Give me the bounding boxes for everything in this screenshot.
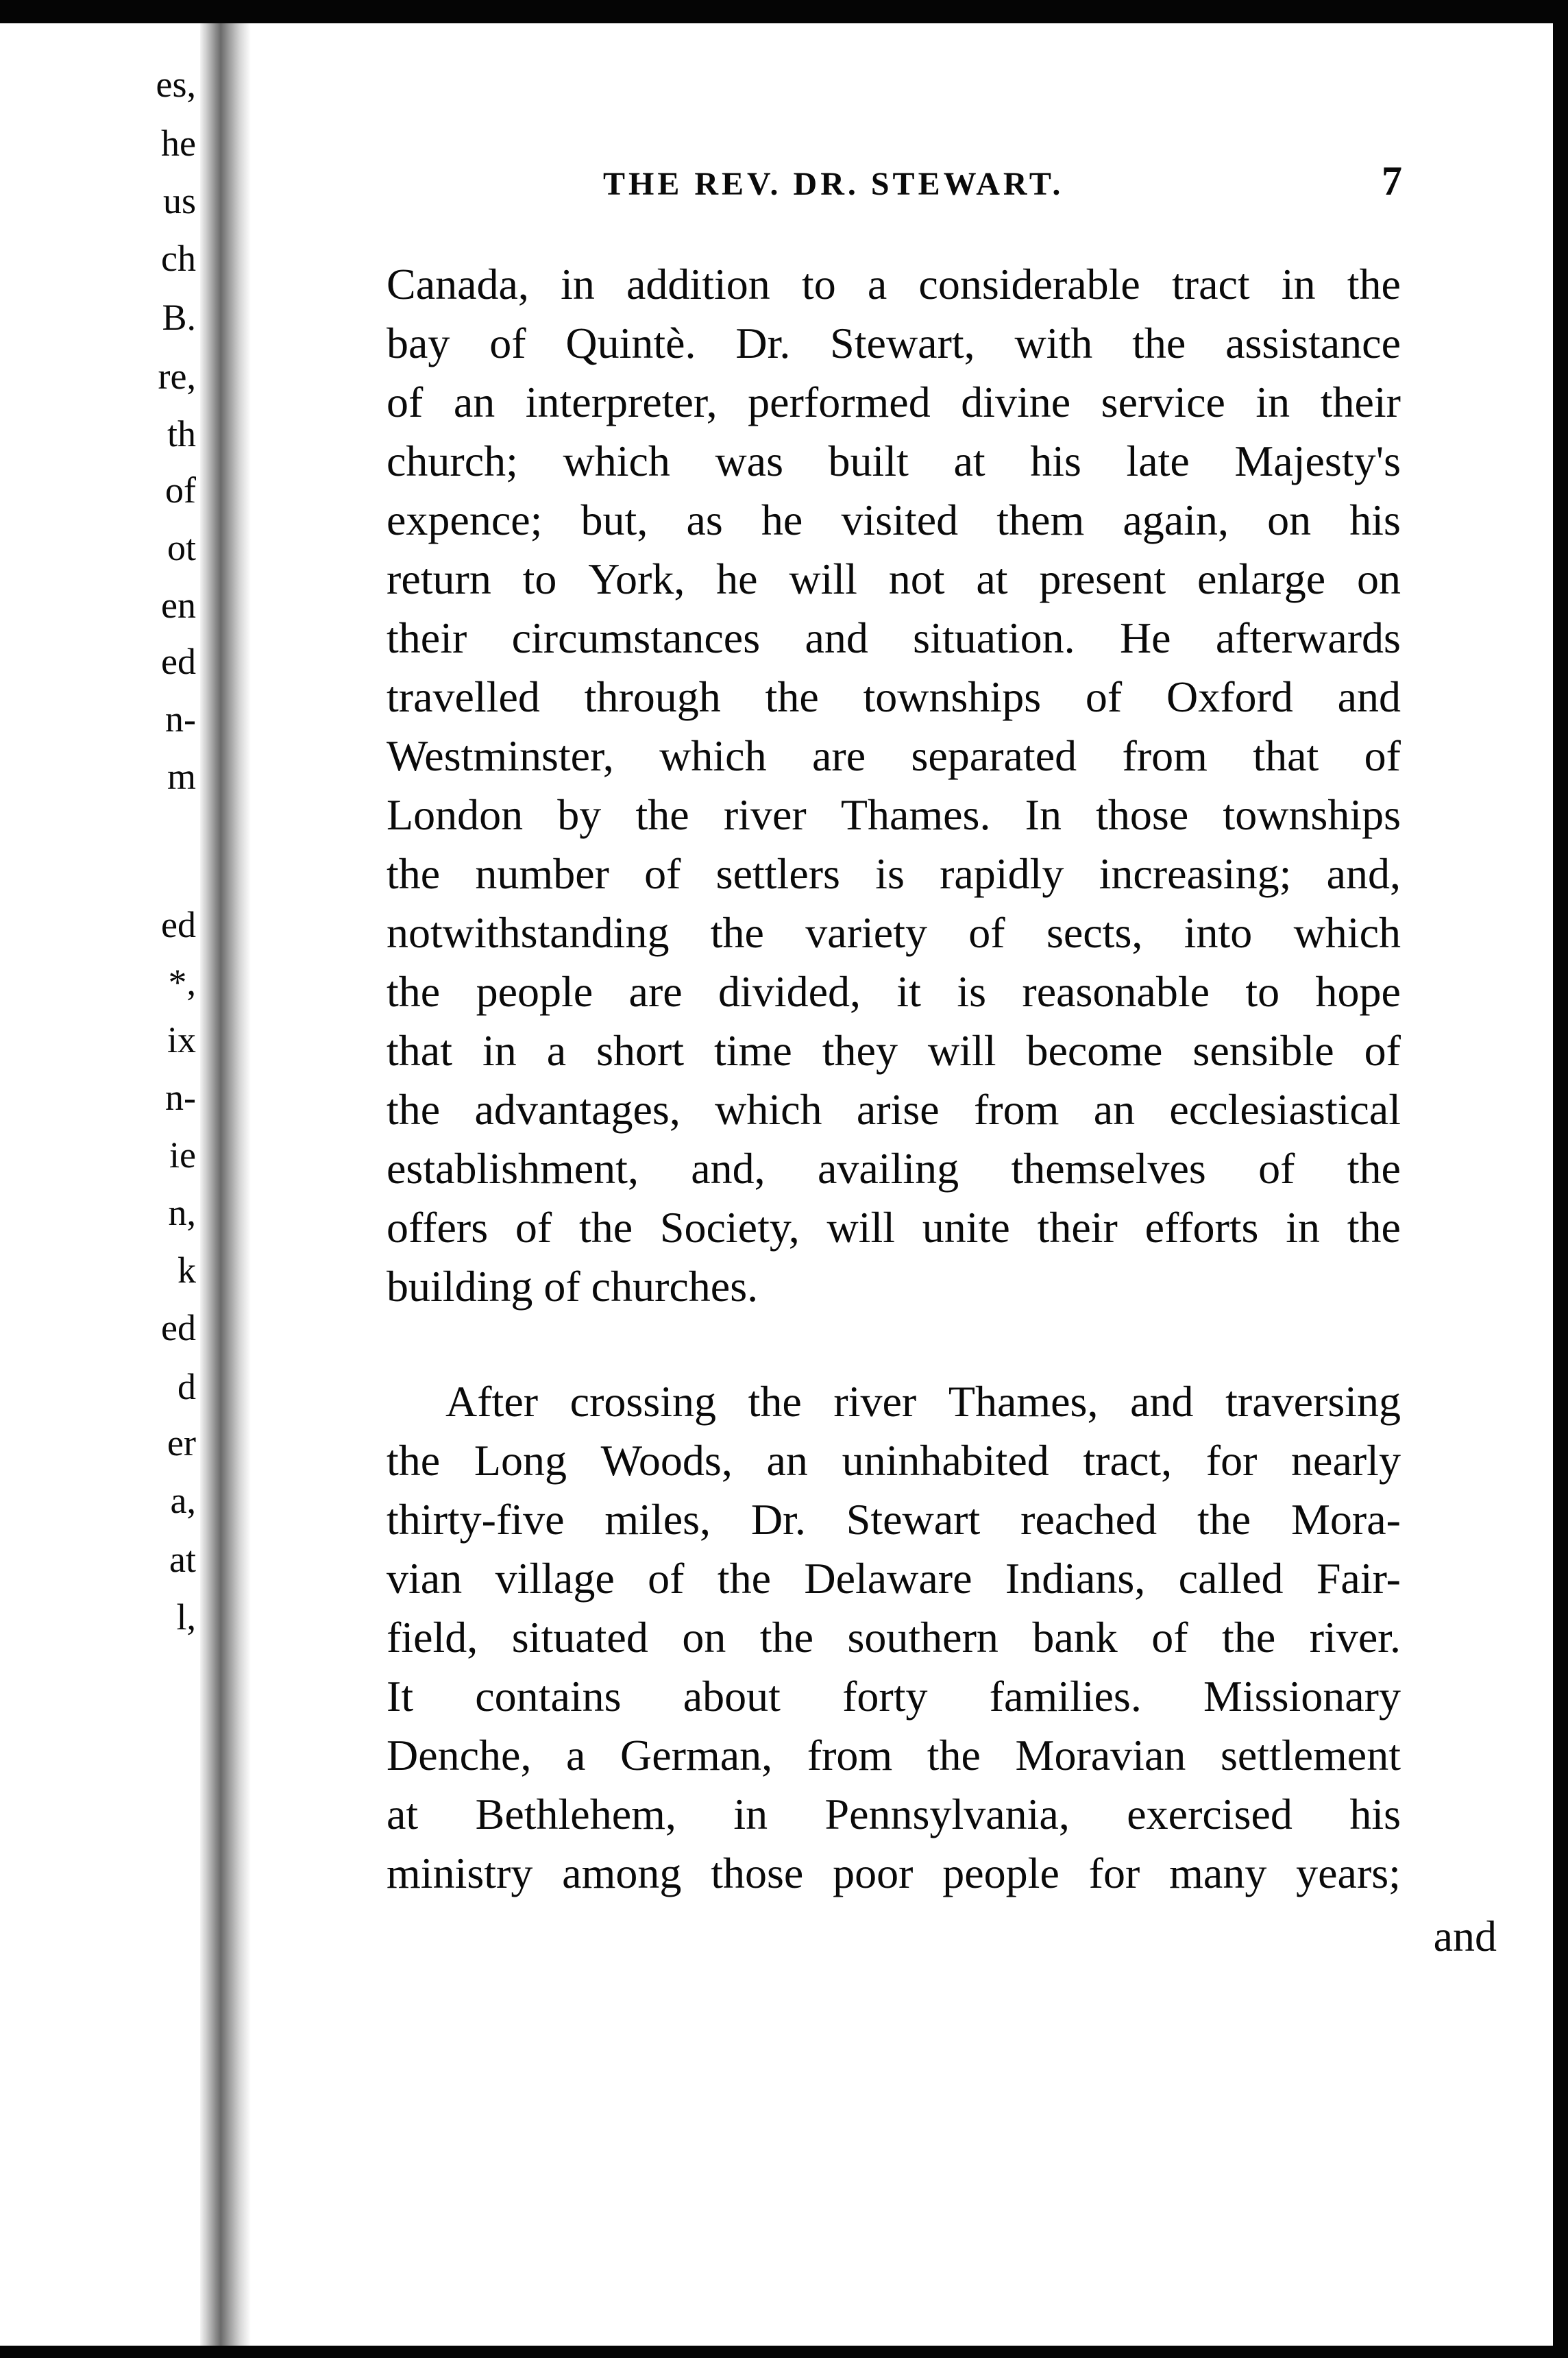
- word: many: [1169, 1849, 1267, 1897]
- left-page-fragment: n,: [168, 1192, 196, 1233]
- text-line: [387, 668, 1401, 727]
- word: crossing: [569, 1377, 716, 1426]
- word: their: [1037, 1203, 1118, 1252]
- word: and: [1130, 1377, 1194, 1426]
- word: the: [717, 1554, 771, 1603]
- word: an: [766, 1436, 808, 1485]
- word: He: [1119, 613, 1171, 662]
- word: settlers: [715, 849, 840, 898]
- word: river: [723, 790, 807, 839]
- word: Woods,: [600, 1436, 733, 1485]
- word: they: [822, 1026, 898, 1075]
- word: considerable: [918, 260, 1140, 308]
- word: Denche,: [387, 1731, 532, 1779]
- word: present: [1039, 555, 1166, 603]
- word: traversing: [1225, 1377, 1401, 1426]
- text-line: [387, 1257, 1401, 1316]
- word: years;: [1296, 1849, 1401, 1897]
- left-page-fragment: at: [169, 1539, 196, 1580]
- word: Canada,: [387, 260, 529, 308]
- word: those: [1096, 790, 1189, 839]
- text-line: [387, 432, 1401, 491]
- word: built: [828, 437, 909, 485]
- word: of: [387, 378, 424, 426]
- text-line: [387, 786, 1401, 844]
- word: southern: [847, 1613, 999, 1662]
- word: availing: [817, 1144, 959, 1193]
- word: for: [1205, 1436, 1258, 1485]
- word: circumstances: [511, 613, 761, 662]
- word: short: [596, 1026, 685, 1075]
- word: in: [733, 1790, 768, 1838]
- word: among: [562, 1849, 682, 1897]
- left-page-fragment: ot: [167, 527, 196, 568]
- word: the: [1197, 1495, 1251, 1544]
- word: not: [888, 555, 945, 603]
- word: tract: [1171, 260, 1250, 308]
- word: a: [566, 1731, 586, 1779]
- word: divided,: [718, 967, 861, 1016]
- word: Westminster,: [387, 731, 614, 780]
- left-page-fragment: th: [167, 413, 196, 454]
- text-line: [387, 373, 1401, 432]
- word: it: [896, 967, 921, 1016]
- word: the: [387, 849, 441, 898]
- left-page-fragment: n-: [165, 1077, 196, 1118]
- word: separated: [911, 731, 1077, 780]
- text-line: [387, 1490, 1401, 1549]
- text-line: [387, 844, 1401, 903]
- left-page-fragment: ch: [161, 238, 196, 279]
- word: miles,: [604, 1495, 711, 1544]
- word: the: [759, 1613, 813, 1662]
- left-page-edge: [0, 23, 200, 2346]
- word: York,: [588, 555, 685, 603]
- body-text: [387, 255, 1401, 1903]
- word: river.: [1309, 1613, 1401, 1662]
- word: Fair-: [1316, 1554, 1401, 1603]
- word: those: [711, 1849, 804, 1897]
- word: the: [578, 1203, 633, 1252]
- word: was: [715, 437, 783, 485]
- word: his: [1349, 496, 1401, 544]
- word: of: [968, 908, 1005, 957]
- word: poor: [833, 1849, 914, 1897]
- word: from: [807, 1731, 893, 1779]
- word: people: [476, 967, 593, 1016]
- word: the: [765, 672, 819, 721]
- word: time: [714, 1026, 792, 1075]
- word: establishment,: [387, 1144, 639, 1193]
- word: of: [1364, 1026, 1401, 1075]
- left-page-fragment: ed: [161, 641, 196, 682]
- word: a: [867, 260, 887, 308]
- word: in: [561, 260, 595, 308]
- word: It: [387, 1672, 414, 1721]
- word: notwithstanding: [387, 908, 670, 957]
- word: river: [833, 1377, 917, 1426]
- left-page-fragment: m: [167, 756, 196, 797]
- word: that: [1253, 731, 1319, 780]
- text-line: [387, 255, 1401, 314]
- word: at: [387, 1790, 419, 1838]
- word: by: [557, 790, 602, 839]
- word: assistance: [1225, 319, 1401, 367]
- word: to: [801, 260, 836, 308]
- word: exercised: [1127, 1790, 1293, 1838]
- word: become: [1026, 1026, 1163, 1075]
- word: bay: [387, 319, 450, 367]
- word: travelled: [387, 672, 540, 721]
- word: which: [563, 437, 670, 485]
- word: his: [1349, 1790, 1401, 1838]
- word: the: [927, 1731, 981, 1779]
- word: will: [927, 1026, 996, 1075]
- text-line: [387, 1785, 1401, 1844]
- word: Delaware: [804, 1554, 972, 1603]
- left-page-fragment: he: [161, 123, 196, 164]
- word: as: [686, 496, 723, 544]
- word: the: [748, 1377, 802, 1426]
- word: Bethlehem,: [475, 1790, 676, 1838]
- book-page: [251, 23, 1553, 2346]
- word: from: [973, 1085, 1059, 1134]
- word: but,: [580, 496, 648, 544]
- word: rapidly: [940, 849, 1064, 898]
- text-line: [387, 1667, 1401, 1726]
- word: an: [1093, 1085, 1136, 1134]
- word: field,: [387, 1613, 478, 1662]
- left-page-fragment: *,: [168, 962, 196, 1003]
- text-line: [387, 550, 1401, 609]
- word: into: [1184, 908, 1253, 957]
- word: of: [1151, 1613, 1188, 1662]
- word: families.: [989, 1672, 1142, 1721]
- word: in: [1281, 260, 1316, 308]
- word: their: [1320, 378, 1401, 426]
- left-page-fragment: es,: [156, 64, 196, 105]
- word: situation.: [913, 613, 1075, 662]
- word: will: [789, 555, 857, 603]
- word: he: [761, 496, 803, 544]
- word: building of churches.: [387, 1262, 759, 1311]
- word: Dr.: [735, 319, 791, 367]
- scan-border-top: [0, 0, 1568, 23]
- text-line: [387, 1021, 1401, 1080]
- word: in: [482, 1026, 517, 1075]
- text-line: [387, 1080, 1401, 1139]
- word: the: [710, 908, 764, 957]
- word: In: [1025, 790, 1062, 839]
- word: with: [1014, 319, 1093, 367]
- word: variety: [805, 908, 927, 957]
- left-page-fragment: a,: [170, 1480, 196, 1521]
- word: which: [715, 1085, 822, 1134]
- word: to: [522, 555, 557, 603]
- text-line: [387, 727, 1401, 786]
- word: ministry: [387, 1849, 533, 1897]
- word: addition: [626, 260, 770, 308]
- word: efforts: [1144, 1203, 1259, 1252]
- word: the: [1347, 1203, 1401, 1252]
- word: about: [683, 1672, 781, 1721]
- book-gutter: [200, 23, 251, 2346]
- word: sensible: [1192, 1026, 1334, 1075]
- word: enlarge: [1197, 555, 1326, 603]
- word: After: [445, 1377, 539, 1426]
- text-line: [387, 491, 1401, 550]
- paragraph: [387, 1372, 1401, 1903]
- word: on: [682, 1613, 726, 1662]
- text-line: [387, 1431, 1401, 1490]
- word: in: [1255, 378, 1290, 426]
- left-page-fragment: re,: [158, 356, 196, 397]
- word: that: [387, 1026, 452, 1075]
- word: at: [976, 555, 1008, 603]
- left-page-fragment: n-: [165, 698, 196, 740]
- word: the: [387, 1085, 441, 1134]
- text-line: [387, 609, 1401, 668]
- word: for: [1088, 1849, 1140, 1897]
- word: and: [805, 613, 868, 662]
- paragraph: [387, 255, 1401, 1316]
- paragraph-gap: [387, 1316, 1401, 1372]
- word: of: [1258, 1144, 1295, 1193]
- running-head: [381, 158, 1402, 205]
- word: of: [515, 1203, 552, 1252]
- text-line: [387, 1198, 1401, 1257]
- text-line: [387, 1608, 1401, 1667]
- word: sects,: [1046, 908, 1143, 957]
- text-line: [387, 1372, 1401, 1431]
- left-page-fragment: us: [162, 180, 196, 221]
- word: Oxford: [1166, 672, 1293, 721]
- word: which: [1293, 908, 1401, 957]
- word: Thames.: [840, 790, 991, 839]
- word: are: [628, 967, 683, 1016]
- text-line: [387, 1549, 1401, 1608]
- left-page-fragment: d: [177, 1366, 196, 1407]
- word: divine: [961, 378, 1071, 426]
- scan-border-right: [1553, 0, 1568, 2358]
- word: on: [1267, 496, 1312, 544]
- word: the: [1222, 1613, 1276, 1662]
- word: townships: [1223, 790, 1401, 839]
- word: the: [387, 967, 441, 1016]
- word: an: [453, 378, 495, 426]
- word: return: [387, 555, 491, 603]
- text-line: [387, 1726, 1401, 1785]
- word: which: [659, 731, 767, 780]
- left-page-fragment: of: [165, 470, 196, 511]
- word: of: [1364, 731, 1401, 780]
- word: is: [875, 849, 905, 898]
- word: themselves: [1011, 1144, 1206, 1193]
- word: the: [1347, 260, 1401, 308]
- running-head-title: THE REV. DR. STEWART.: [603, 166, 1064, 202]
- word: called: [1178, 1554, 1284, 1603]
- word: vian: [387, 1554, 463, 1603]
- word: townships: [863, 672, 1042, 721]
- word: tract,: [1083, 1436, 1173, 1485]
- word: increasing;: [1099, 849, 1292, 898]
- word: in: [1286, 1203, 1320, 1252]
- word: of: [648, 1554, 685, 1603]
- word: village: [495, 1554, 615, 1603]
- word: Stewart,: [830, 319, 975, 367]
- word: Society,: [659, 1203, 800, 1252]
- word: people: [942, 1849, 1059, 1897]
- word: of: [489, 319, 526, 367]
- word: Dr.: [750, 1495, 806, 1544]
- word: expence;: [387, 496, 543, 544]
- left-page-fragment: k: [177, 1250, 196, 1291]
- word: German,: [620, 1731, 773, 1779]
- word: advantages,: [474, 1085, 681, 1134]
- left-page-fragment: B.: [162, 297, 196, 338]
- word: forty: [842, 1672, 928, 1721]
- word: his: [1030, 437, 1081, 485]
- word: offers: [387, 1203, 489, 1252]
- text-line: [387, 314, 1401, 373]
- word: late: [1126, 437, 1190, 485]
- word: thirty-five: [387, 1495, 565, 1544]
- word: and,: [1326, 849, 1401, 898]
- word: the: [387, 1436, 441, 1485]
- text-line: [387, 1139, 1401, 1198]
- text-line: [387, 962, 1401, 1021]
- word: and,: [691, 1144, 765, 1193]
- word: unite: [922, 1203, 1010, 1252]
- word: the: [635, 790, 689, 839]
- word: Majesty's: [1234, 437, 1401, 485]
- word: Long: [474, 1436, 567, 1485]
- left-page-fragment: en: [161, 585, 196, 626]
- word: Missionary: [1203, 1672, 1401, 1721]
- left-page-fragment: ie: [169, 1134, 196, 1176]
- word: Mora-: [1291, 1495, 1401, 1544]
- left-page-fragment: l,: [176, 1596, 196, 1638]
- left-page-fragment: ix: [167, 1019, 196, 1060]
- word: of: [1085, 672, 1123, 721]
- word: reached: [1020, 1495, 1157, 1544]
- word: a: [546, 1026, 567, 1075]
- word: them: [996, 496, 1085, 544]
- word: church;: [387, 437, 518, 485]
- word: are: [811, 731, 866, 780]
- word: settlement: [1220, 1731, 1401, 1779]
- word: hope: [1315, 967, 1401, 1016]
- word: their: [387, 613, 467, 662]
- word: he: [716, 555, 758, 603]
- word: and: [1337, 672, 1401, 721]
- scan-border-bottom: [0, 2346, 1568, 2358]
- word: uninhabited: [842, 1436, 1049, 1485]
- word: situated: [511, 1613, 648, 1662]
- word: Indians,: [1005, 1554, 1146, 1603]
- text-line: [387, 1844, 1401, 1903]
- word: at: [953, 437, 985, 485]
- word: is: [957, 967, 986, 1016]
- page-number: 7: [1382, 158, 1402, 204]
- word: contains: [475, 1672, 622, 1721]
- word: ecclesiastical: [1169, 1085, 1401, 1134]
- catchword: and: [1433, 1912, 1497, 1960]
- word: bank: [1032, 1613, 1118, 1662]
- word: of: [644, 849, 681, 898]
- word: from: [1122, 731, 1208, 780]
- word: number: [475, 849, 609, 898]
- word: service: [1101, 378, 1225, 426]
- word: Quintè.: [565, 319, 696, 367]
- word: will: [826, 1203, 896, 1252]
- word: interpreter,: [525, 378, 718, 426]
- word: visited: [841, 496, 959, 544]
- word: performed: [748, 378, 931, 426]
- word: nearly: [1291, 1436, 1401, 1485]
- left-page-fragment: ed: [161, 904, 196, 945]
- word: afterwards: [1215, 613, 1401, 662]
- word: arise: [856, 1085, 940, 1134]
- left-page-fragment: ed: [161, 1307, 196, 1348]
- word: London: [387, 790, 524, 839]
- word: Thames,: [948, 1377, 1099, 1426]
- text-line: [387, 903, 1401, 962]
- word: Pennsylvania,: [824, 1790, 1070, 1838]
- word: on: [1356, 555, 1401, 603]
- word: Moravian: [1015, 1731, 1186, 1779]
- left-page-fragment: er: [167, 1422, 196, 1463]
- word: through: [584, 672, 721, 721]
- word: again,: [1123, 496, 1229, 544]
- word: the: [1132, 319, 1186, 367]
- word: to: [1245, 967, 1280, 1016]
- word: reasonable: [1022, 967, 1210, 1016]
- word: the: [1347, 1144, 1401, 1193]
- word: Stewart: [846, 1495, 981, 1544]
